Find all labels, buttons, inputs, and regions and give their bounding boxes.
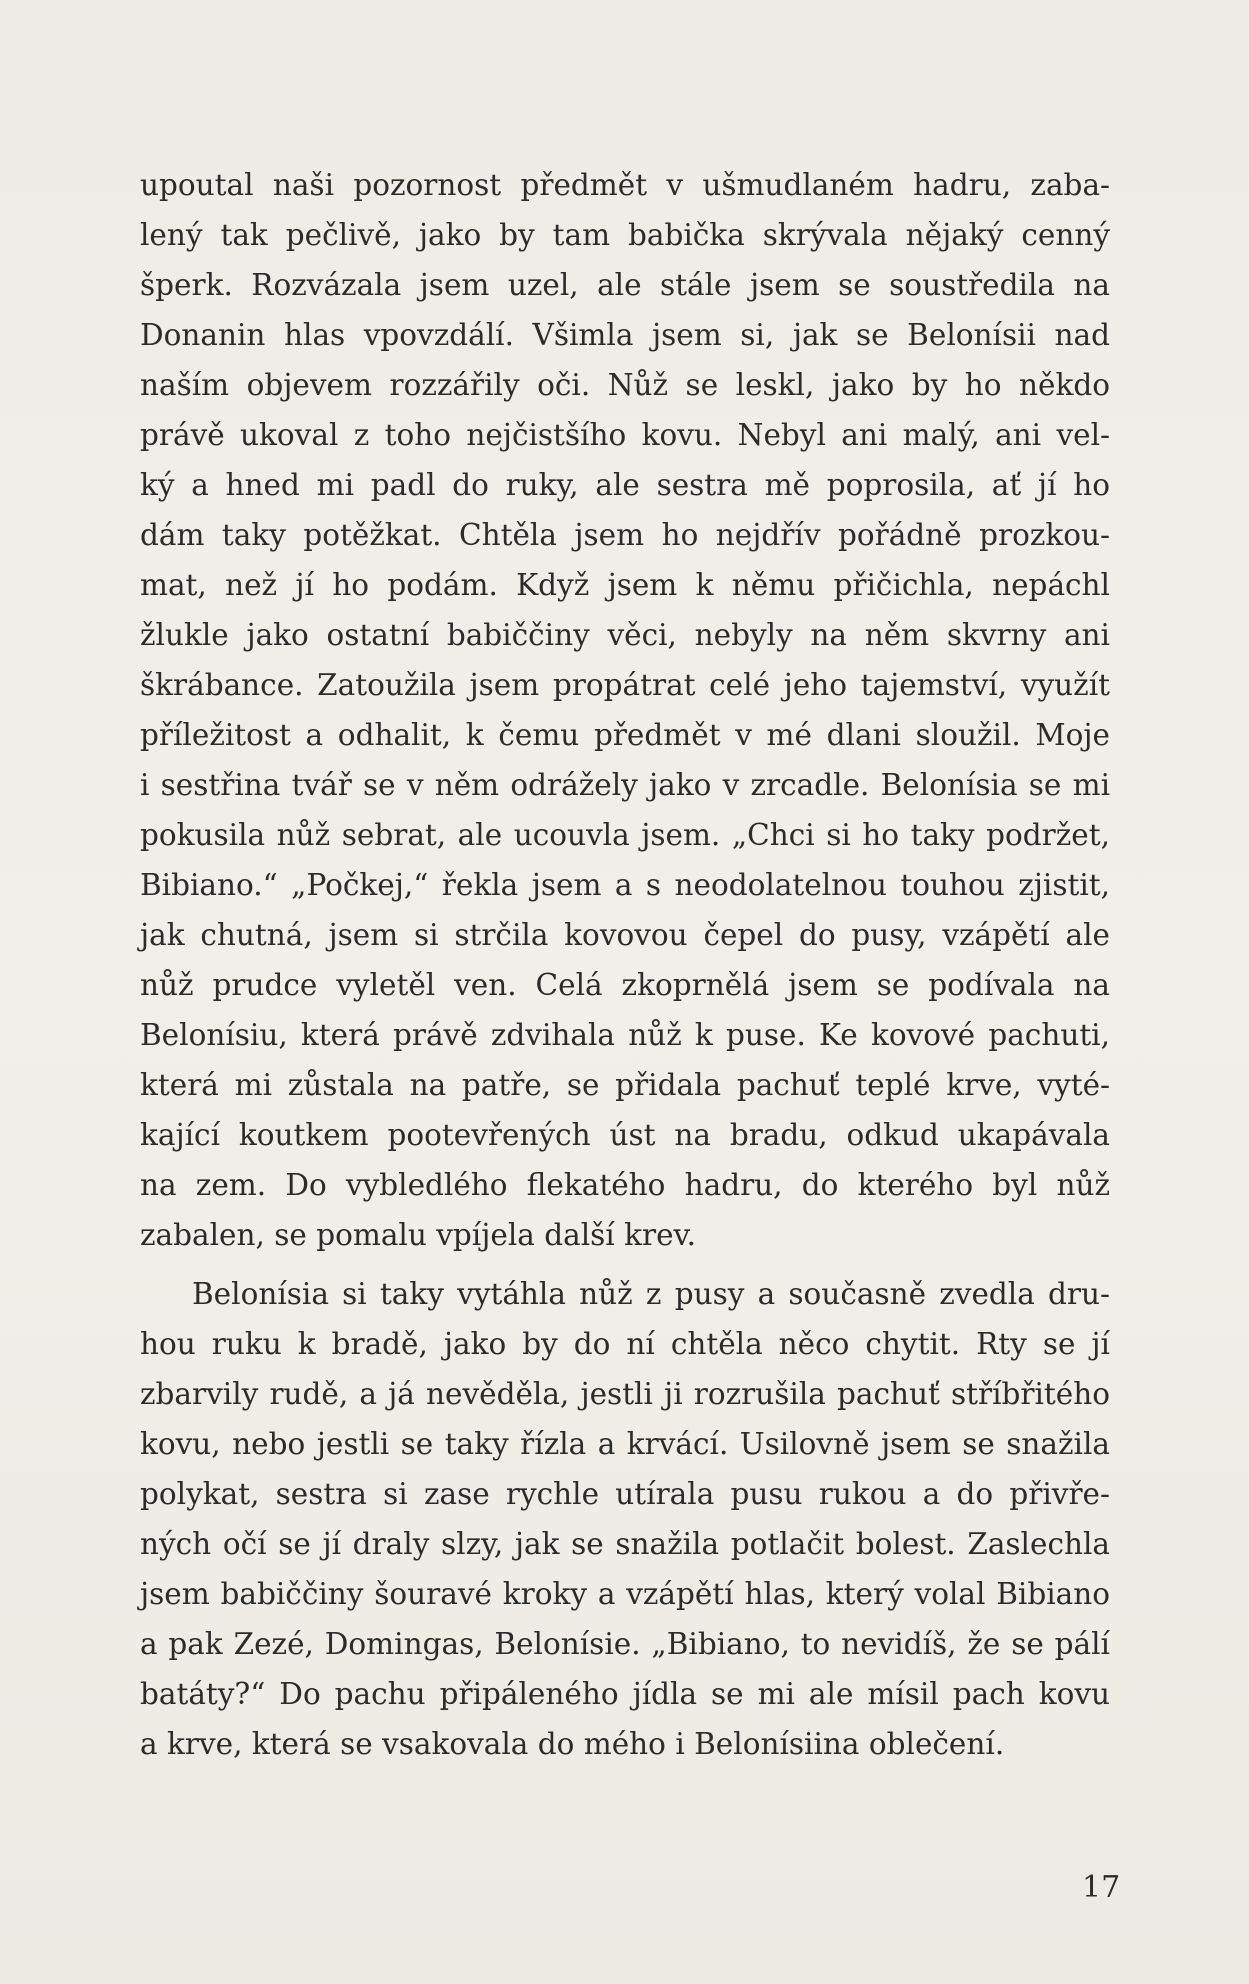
text-line: Belonísia si taky vytáhla nůž z pusy a současně zvedla dru- xyxy=(192,1277,1110,1311)
text-line: zabalen, se pomalu vpíjela další krev. xyxy=(140,1218,697,1252)
text-line: batáty?“ Do pachu připáleného jídla se mi ale mísil pach kovu xyxy=(140,1677,1110,1711)
text-line: příležitost a odhalit, k čemu předmět v mé dlani sloužil. Moje xyxy=(140,718,1110,752)
text-line: a krve, která se vsakovala do mého i Belonísiina oblečení. xyxy=(140,1727,1005,1761)
paragraph xyxy=(140,1269,1110,1769)
text-line: ký a hned mi padl do ruky, ale sestra mě poprosila, ať jí ho xyxy=(140,468,1110,502)
text-line: která mi zůstala na patře, se přidala pachuť teplé krve, vyté- xyxy=(140,1068,1110,1102)
text-line: Donanin hlas vpovzdálí. Všimla jsem si, jak se Belonísii nad xyxy=(140,318,1110,352)
text-line: kovu, nebo jestli se taky řízla a krvácí. Usilovně jsem se snažila xyxy=(140,1427,1110,1461)
text-line: škrábance. Zatoužila jsem propátrat celé jeho tajemství, využít xyxy=(140,668,1110,702)
page-number: 17 xyxy=(1082,1870,1121,1905)
paragraph xyxy=(140,160,1110,1260)
text-line: jsem babiččiny šouravé kroky a vzápětí hlas, který volal Bibiano xyxy=(140,1577,1110,1611)
text-line: právě ukoval z toho nejčistšího kovu. Nebyl ani malý, ani vel- xyxy=(140,418,1110,452)
text-line: dám taky potěžkat. Chtěla jsem ho nejdřív pořádně prozkou- xyxy=(140,518,1110,552)
text-line: naším objevem rozzářily oči. Nůž se leskl, jako by ho někdo xyxy=(140,368,1110,402)
paragraph-gap xyxy=(140,1260,1110,1269)
text-line: mat, než jí ho podám. Když jsem k němu přičichla, nepáchl xyxy=(140,568,1110,602)
text-line: Bibiano.“ „Počkej,“ řekla jsem a s neodolatelnou touhou zjistit, xyxy=(140,868,1110,902)
text-line: hou ruku k bradě, jako by do ní chtěla něco chytit. Rty se jí xyxy=(140,1327,1110,1361)
body-text xyxy=(140,160,1110,1769)
text-line: a pak Zezé, Domingas, Belonísie. „Bibiano, to nevidíš, že se pálí xyxy=(140,1627,1110,1661)
text-line: pokusila nůž sebrat, ale ucouvla jsem. „Chci si ho taky podržet, xyxy=(140,818,1110,852)
text-line: lený tak pečlivě, jako by tam babička skrývala nějaký cenný xyxy=(140,218,1110,252)
text-line: žlukle jako ostatní babiččiny věci, nebyly na něm skvrny ani xyxy=(140,618,1110,652)
text-line: zbarvily rudě, a já nevěděla, jestli ji rozrušila pachuť stříbřitého xyxy=(140,1377,1110,1411)
text-line: nůž prudce vyletěl ven. Celá zkoprnělá jsem se podívala na xyxy=(140,968,1110,1002)
text-line: Belonísiu, která právě zdvihala nůž k puse. Ke kovové pachuti, xyxy=(140,1018,1110,1052)
text-line: polykat, sestra si zase rychle utírala pusu rukou a do přivře- xyxy=(140,1477,1110,1511)
text-line: jak chutná, jsem si strčila kovovou čepel do pusy, vzápětí ale xyxy=(140,918,1110,952)
text-line: ných očí se jí draly slzy, jak se snažila potlačit bolest. Zaslechla xyxy=(140,1527,1110,1561)
text-line: na zem. Do vybledlého flekatého hadru, do kterého byl nůž xyxy=(140,1168,1110,1202)
text-line: upoutal naši pozornost předmět v ušmudlaném hadru, zaba- xyxy=(140,168,1110,202)
text-line: kající koutkem pootevřených úst na bradu, odkud ukapávala xyxy=(140,1118,1110,1152)
text-line: i sestřina tvář se v něm odrážely jako v zrcadle. Belonísia se mi xyxy=(140,768,1110,802)
text-line: šperk. Rozvázala jsem uzel, ale stále jsem se soustředila na xyxy=(140,268,1110,302)
